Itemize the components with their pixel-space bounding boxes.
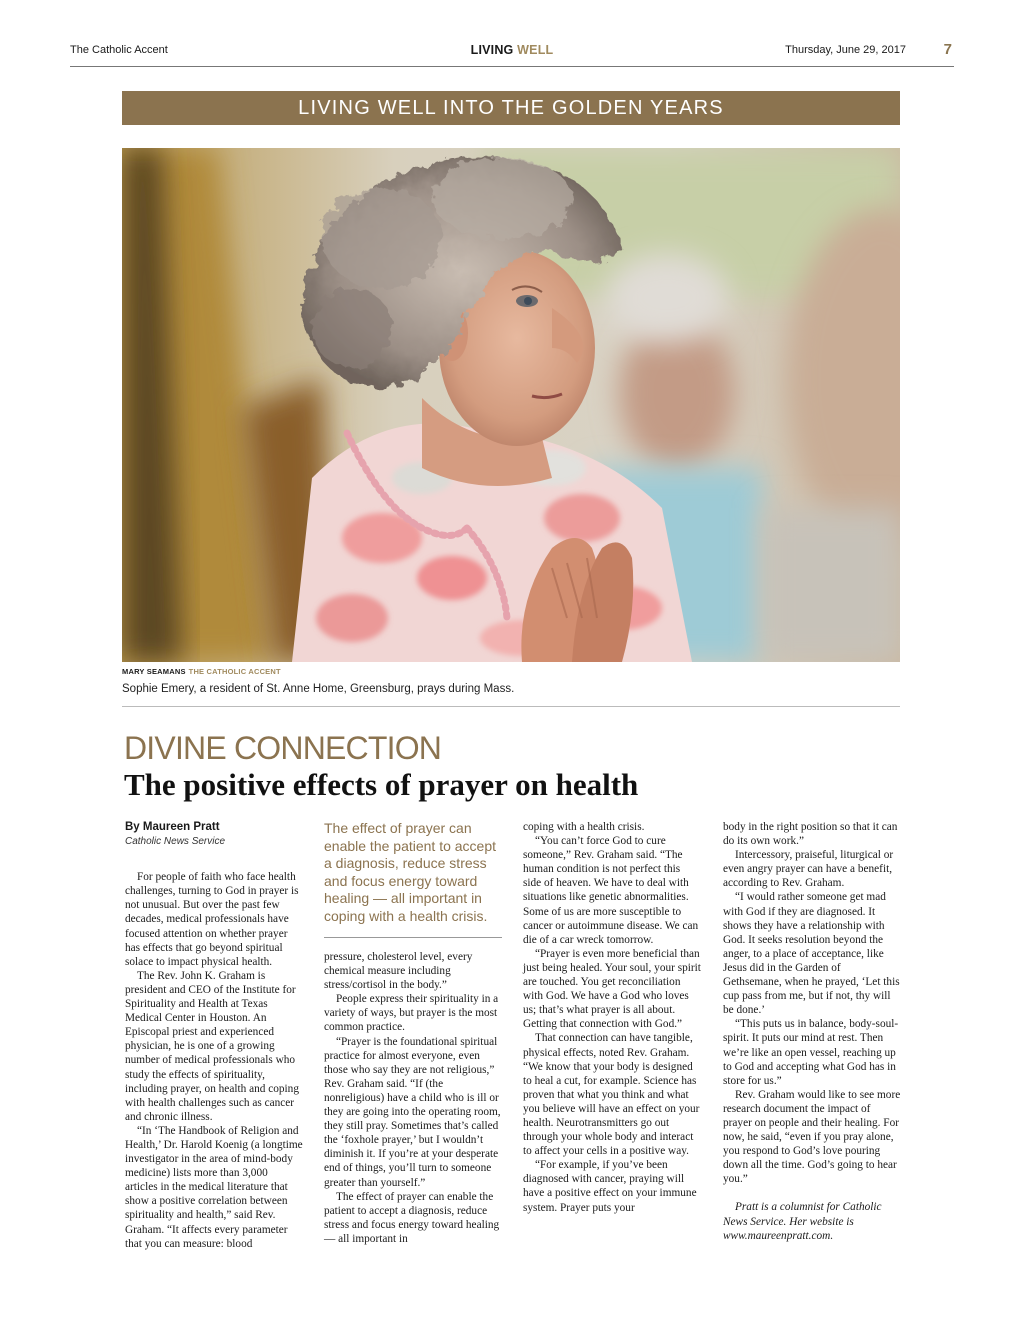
photo-illustration <box>122 148 900 662</box>
paragraph: That connection can have tangible, physical effects, noted Rev. Graham. “We know that your body is designed to heal a cut, for example. Science has proven that what you think and what you believe will have an effect on your health. Neurotransmitters go out through your whole body and interact to affect your cells in a positive way. <box>523 1032 700 1158</box>
feature-photo <box>122 148 900 662</box>
paragraph: “For example, if you’ve been diagnosed with cancer, praying will have a positive effect on your immune system. Prayer puts your <box>523 1159 697 1214</box>
paragraph: Intercessory, praiseful, liturgical or even angry prayer can have a benefit, according to Rev. Graham. <box>723 849 894 890</box>
paragraph: “This puts us in balance, body-soul-spirit. It puts our mind at rest. Then we’re like an open vessel, reaching up to God and accepting what God has in store for us.” <box>723 1018 899 1087</box>
section-banner: LIVING WELL INTO THE GOLDEN YEARS <box>122 91 900 125</box>
paragraph: “You can’t force God to cure someone,” Rev. Graham said. “The human condition is not perfect this side of heaven. We have to deal with situations like genetic abnormalities. Some of us are more susceptible to cancer or autoimmune disease. We can die of a car wreck tomorrow. <box>523 835 699 946</box>
headline: The positive effects of prayer on health <box>124 767 639 802</box>
paper-name: The Catholic Accent <box>70 44 168 56</box>
paragraph: Rev. Graham would like to see more research document the impact of prayer on people and their healing. For now, he said, “even if you pray alone, you respond to God’s love pouring down all the time. God’s going to hear you.” <box>723 1088 901 1186</box>
section-title-part1: LIVING <box>470 43 514 57</box>
article-column-2 <box>324 820 502 1246</box>
article-column-3 <box>523 820 701 1215</box>
page-number: 7 <box>943 41 952 58</box>
photographer-name: MARY SEAMANS <box>122 667 186 676</box>
kicker: DIVINE CONNECTION <box>124 730 442 766</box>
issue-date: Thursday, June 29, 2017 <box>785 44 906 56</box>
photo-credit-org: THE CATHOLIC ACCENT <box>188 667 281 676</box>
author-tagline: Pratt is a columnist for Catholic News Service. Her website is www.maureenpratt.com. <box>723 1201 882 1242</box>
paragraph: The Rev. John K. Graham is president and CEO of the Institute for Spirituality and Health at Texas Medical Center in Houston. An Episcopal priest and experienced physician, he is one of a growing number of medical professionals who study the effects of spirituality, including prayer, on health and coping with health challenges such as cancer and chronic illness. <box>125 969 299 1123</box>
photo-caption: Sophie Emery, a resident of St. Anne Home, Greensburg, prays during Mass. <box>122 683 515 695</box>
masthead <box>70 38 954 67</box>
section-title-part2: WELL <box>517 43 554 57</box>
byline: By Maureen Pratt <box>125 821 220 833</box>
article-column-1 <box>125 820 303 1251</box>
byline-org: Catholic News Service <box>125 836 226 848</box>
photo-credit <box>122 667 281 676</box>
paragraph: The effect of prayer can enable the patient to accept a diagnosis, reduce stress and focus energy toward healing — all important in <box>324 1190 500 1245</box>
paragraph: pressure, cholesterol level, every chemical measure including stress/cortisol in the body.” <box>324 951 473 992</box>
paragraph: “In ‘The Handbook of Religion and Health,’ Dr. Harold Koenig (a longtime investigator in the area of mind-body medicine) lists more than 3,000 articles in the medical literature that show a positive correlation between spirituality and health,” said Rev. Graham. “It affects every parameter that you can measure: blood <box>125 1124 303 1250</box>
paragraph: body in the right position so that it can do its own work.” <box>723 821 898 848</box>
pull-quote: The effect of prayer can enable the patient to accept a diagnosis, reduce stress and focus energy toward healing — all important in coping with a health crisis. <box>324 820 502 938</box>
paragraph: People express their spirituality in a variety of ways, but prayer is the most common practice. <box>324 993 499 1034</box>
paragraph: For people of faith who face health challenges, turning to God in prayer is not unusual. But over the past few decades, medical professionals have focused attention on whether prayer has effects that go beyond spiritual solace to impact physical health. <box>125 871 299 968</box>
paragraph: “Prayer is the foundational spiritual practice for almost everyone, even those who say they are not religious,” Rev. Graham said. “If (the nonreligious) have a child who is ill or they are going into the operating room, they still pray. Sometimes that’s called the ‘foxhole prayer,’ but I wouldn’t diminish it. If you’re at your desperate end of things, you’ll turn to someone greater than yourself.” <box>324 1035 501 1189</box>
divider <box>122 706 900 707</box>
article-column-4 <box>723 820 901 1243</box>
paragraph: “Prayer is even more beneficial than just being healed. Your soul, your spirit are touched. You get reconciliation with God. We have a God who loves us; that’s what prayer is all about. Getting that connection with God.” <box>523 947 701 1031</box>
paragraph: coping with a health crisis. <box>523 821 645 833</box>
paragraph: “I would rather someone get mad with God if they are diagnosed. It shows they have a relationship with God. It seeks resolution beyond the anger, to a place of acceptance, like Jesus did in the Garden of Gethsemane, when he prayed, ‘Let this cup pass from me, but if not, thy will be done.’ <box>723 891 900 1017</box>
